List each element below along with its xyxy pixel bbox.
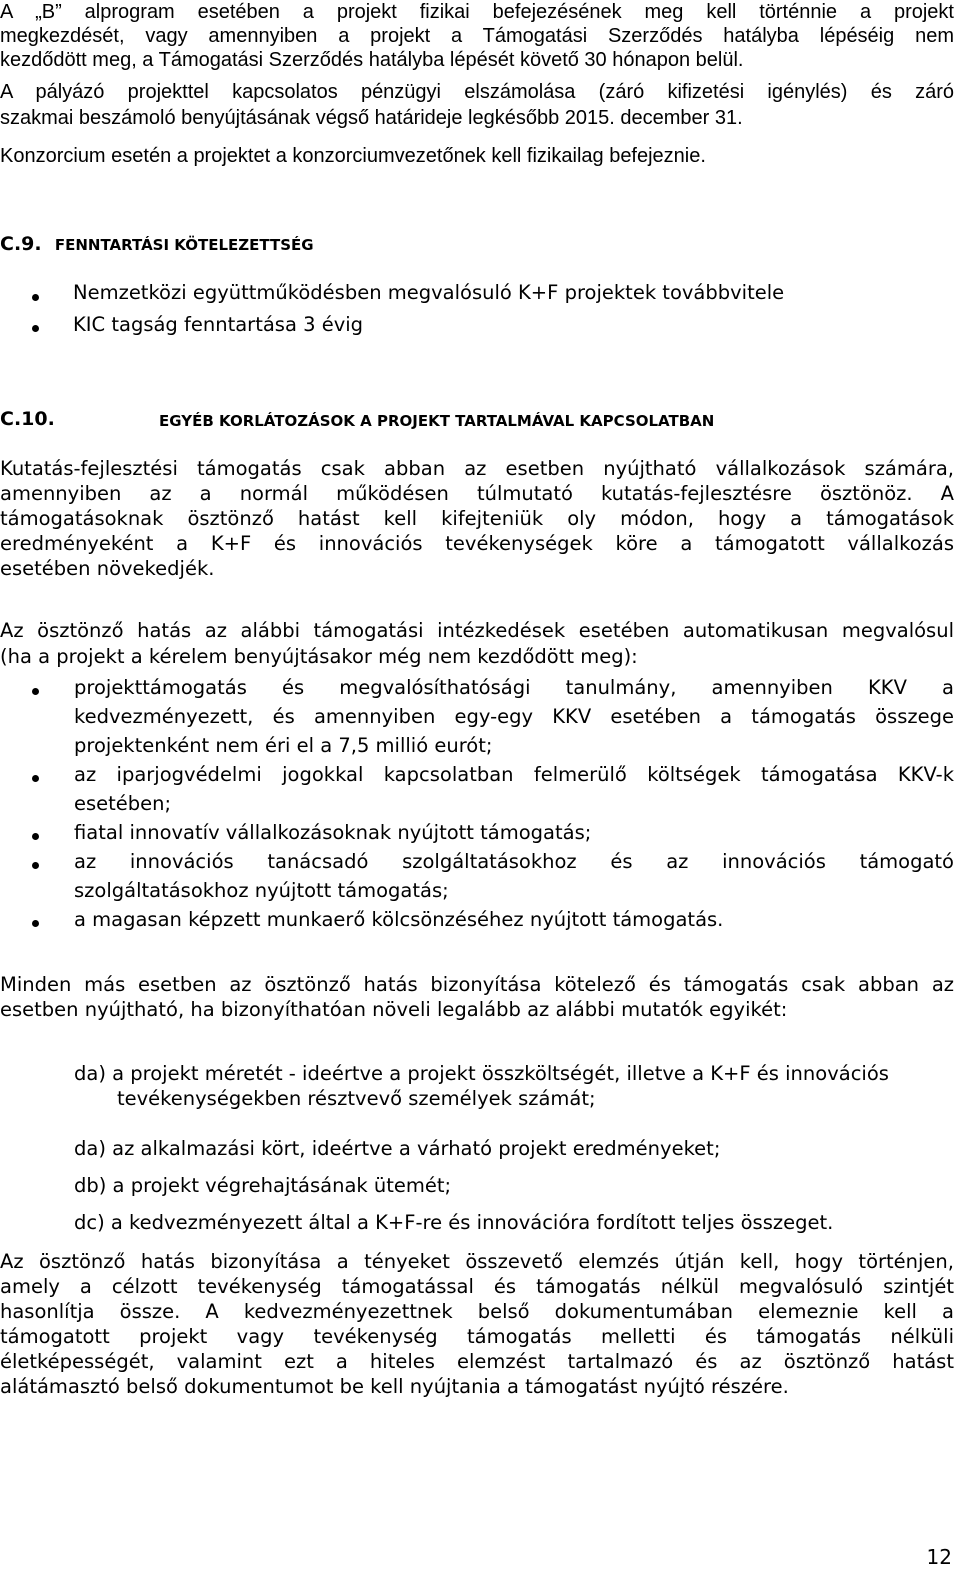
intro-line-5: szakmai beszámoló benyújtásának végső határideje legkésőbb 2015. december 31. bbox=[0, 107, 743, 129]
list-item: KIC tagság fenntartása 3 évig bbox=[73, 313, 364, 336]
list-item: dc) a kedvezményezett által a K+F-re és innovációra fordított teljes összeget. bbox=[74, 1211, 834, 1234]
list-item: tevékenységekben résztvevő személyek számát; bbox=[117, 1087, 596, 1110]
bullet-dot bbox=[32, 688, 39, 695]
list-item: da) az alkalmazási kört, ideértve a várható projekt eredményeket; bbox=[74, 1137, 721, 1160]
paragraph-line: amely a célzott tevékenység támogatással és támogatás nélkül megvalósuló szintjét bbox=[0, 1275, 954, 1298]
section-title: EGYÉB KORLÁTOZÁSOK A PROJEKT TARTALMÁVAL KAPCSOLATBAN bbox=[159, 412, 715, 430]
paragraph-line: támogatásoknak ösztönző hatást kell kifejteniük oly módon, hogy a támogatások bbox=[0, 507, 954, 530]
bullet-dot bbox=[32, 325, 39, 332]
paragraph-line: (ha a projekt a kérelem benyújtásakor még nem kezdődött meg): bbox=[0, 645, 638, 668]
bullet-dot bbox=[32, 920, 39, 927]
list-item: fiatal innovatív vállalkozásoknak nyújtott támogatás; bbox=[74, 821, 592, 844]
section-number: C.9. bbox=[0, 233, 42, 255]
section-heading-c9 bbox=[0, 233, 314, 256]
paragraph-line: esetében növekedjék. bbox=[0, 557, 215, 580]
section-title: FENNTARTÁSI KÖTELEZETTSÉG bbox=[54, 236, 314, 254]
paragraph-line: esetben nyújtható, ha bizonyíthatóan növeli legalább az alábbi mutatók egyikét: bbox=[0, 998, 788, 1021]
paragraph-line: eredményeként a K+F és innovációs tevékenységek köre a támogatott vállalkozás bbox=[0, 532, 954, 555]
list-item: projekttámogatás és megvalósíthatósági tanulmány, amennyiben KKV a bbox=[74, 676, 954, 699]
paragraph-line: Kutatás-fejlesztési támogatás csak abban az esetben nyújtható vállalkozások számára, bbox=[0, 457, 954, 480]
paragraph-line: alátámasztó belső dokumentumot be kell nyújtania a támogatást nyújtó részére. bbox=[0, 1375, 789, 1398]
bullet-dot bbox=[32, 833, 39, 840]
paragraph-line: Az ösztönző hatás bizonyítása a tényeket összevető elemzés útján kell, hogy történjen, bbox=[0, 1250, 954, 1273]
list-item: az iparjogvédelmi jogokkal kapcsolatban felmerülő költségek támogatása KKV-k bbox=[74, 763, 954, 786]
list-item: esetében; bbox=[74, 792, 172, 815]
list-item: szolgáltatásokhoz nyújtott támogatás; bbox=[74, 879, 449, 902]
bullet-dot bbox=[32, 294, 39, 301]
paragraph-line: Az ösztönző hatás az alábbi támogatási intézkedések esetében automatikusan megvalósul bbox=[0, 619, 954, 642]
intro-line-2: megkezdését, vagy amennyiben a projekt a Támogatási Szerződés hatályba lépéséig nem bbox=[0, 25, 954, 47]
page-number: 12 bbox=[926, 1545, 952, 1569]
section-number: C.10. bbox=[0, 408, 55, 430]
list-item: Nemzetközi együttműködésben megvalósuló K+F projektek továbbvitele bbox=[73, 281, 785, 304]
paragraph-line: életképességét, valamint ezt a hiteles elemzést tartalmazó és az ösztönző hatást bbox=[0, 1350, 954, 1373]
list-item: az innovációs tanácsadó szolgáltatásokhoz és az innovációs támogató bbox=[74, 850, 954, 873]
intro-line-3: kezdődött meg, a Támogatási Szerződés hatályba lépését követő 30 hónapon belül. bbox=[0, 49, 744, 71]
list-item: projektenként nem éri el a 7,5 millió eurót; bbox=[74, 734, 493, 757]
paragraph-line: hasonlítja össze. A kedvezményezettnek belső dokumentumában elemeznie kell a bbox=[0, 1300, 954, 1323]
paragraph-line: támogatott projekt vagy tevékenység támogatás melletti és támogatás nélküli bbox=[0, 1325, 954, 1348]
paragraph-line: Minden más esetben az ösztönző hatás bizonyítása kötelező és támogatás csak abban az bbox=[0, 973, 954, 996]
list-item: a magasan képzett munkaerő kölcsönzéséhez nyújtott támogatás. bbox=[74, 908, 724, 931]
intro-line-1: A „B” alprogram esetében a projekt fizikai befejezésének meg kell történnie a projekt bbox=[0, 1, 954, 23]
paragraph-line: amennyiben az a normál működésen túlmutató kutatás-fejlesztésre ösztönöz. A bbox=[0, 482, 954, 505]
section-heading-c10 bbox=[0, 408, 55, 431]
bullet-dot bbox=[32, 775, 39, 782]
list-item: kedvezményezett, és amennyiben egy-egy KKV esetében a támogatás összege bbox=[74, 705, 954, 728]
list-item: da) a projekt méretét - ideértve a projekt összköltségét, illetve a K+F és innovációs bbox=[74, 1062, 889, 1085]
list-item: db) a projekt végrehajtásának ütemét; bbox=[74, 1174, 452, 1197]
bullet-dot bbox=[32, 862, 39, 869]
intro-line-6: Konzorcium esetén a projektet a konzorciumvezetőnek kell fizikailag befejeznie. bbox=[0, 145, 706, 167]
intro-line-4: A pályázó projekttel kapcsolatos pénzügyi elszámolása (záró kifizetési igénylés) és záró bbox=[0, 81, 954, 103]
